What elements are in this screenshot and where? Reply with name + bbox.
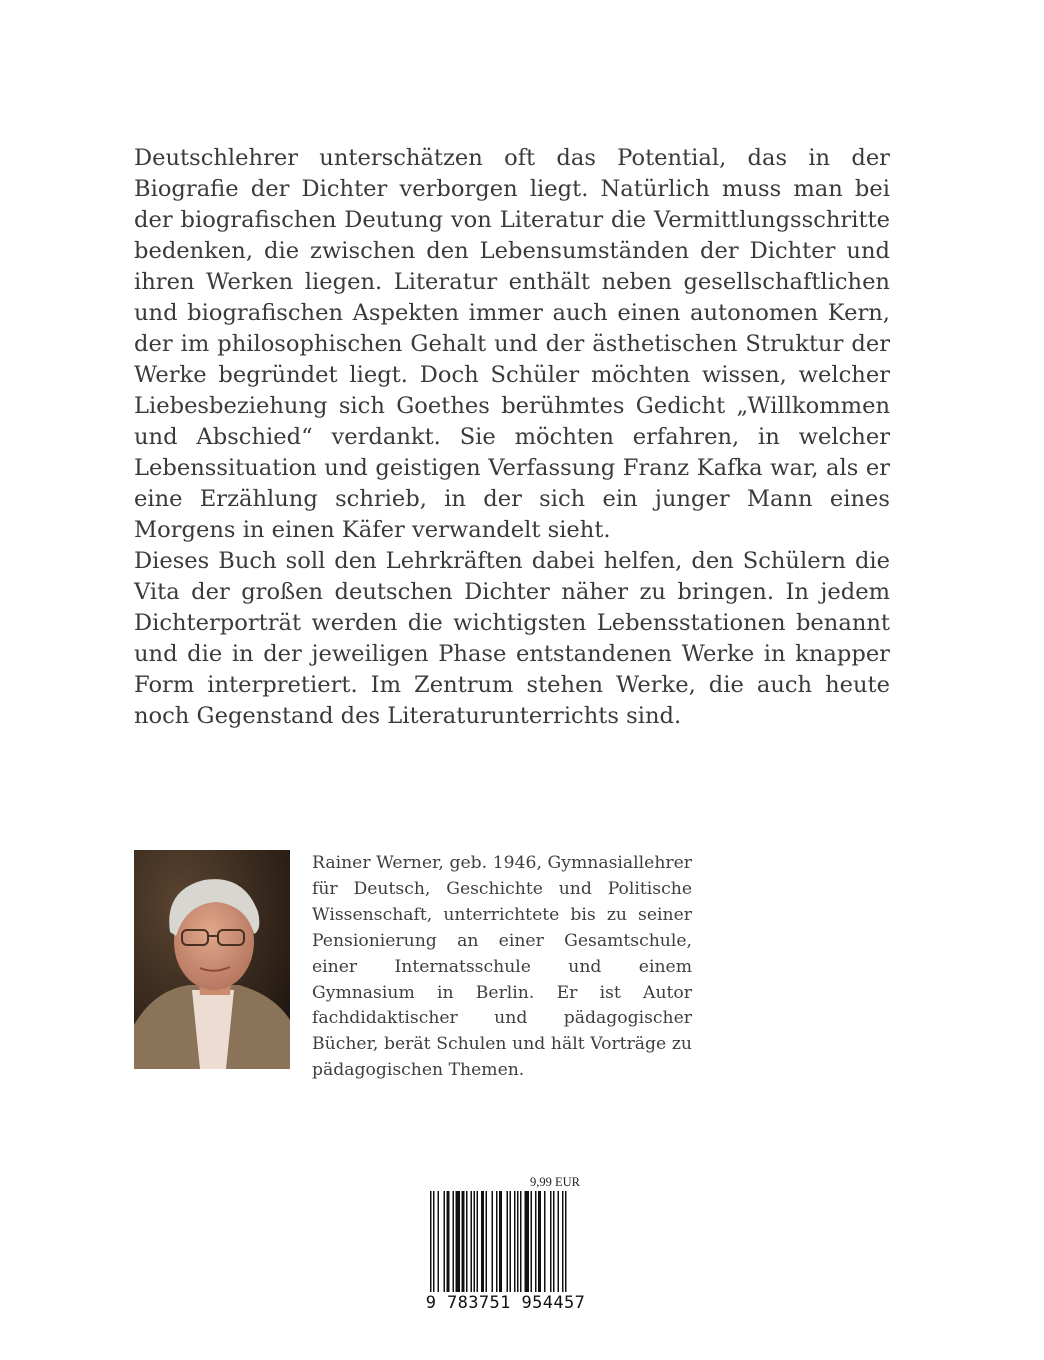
author-bio: Rainer Werner, geb. 1946, Gymnasiallehrer für Deutsch, Geschichte und Politische Wissenschaft, unterrichtete bis zu seiner Pensionierung an einer Gesamtschule, einer Internatsschule und einem Gymnasium in Berlin. Er ist Autor fachdidaktischer und pädagogischer Bücher, berät Schulen und hält Vorträge zu pädagogischen Themen.	[312, 853, 692, 1081]
barcode-bar	[466, 1191, 468, 1292]
barcode-bar	[562, 1191, 564, 1292]
barcode-bar	[496, 1191, 498, 1292]
barcode-bar	[456, 1191, 461, 1292]
barcode-bar	[486, 1191, 488, 1292]
barcode-bar	[514, 1191, 516, 1292]
barcode-bar	[507, 1191, 509, 1292]
barcode-bar	[565, 1191, 567, 1292]
barcode-bar	[538, 1191, 541, 1292]
barcode-bar	[474, 1191, 476, 1292]
barcode-bar	[447, 1191, 450, 1292]
blurb-paragraph-2: Dieses Buch soll den Lehrkräften dabei helfen, den Schülern die Vita der großen deutschen Dichter näher zu bringen. In jedem Dichterporträt werden die wichtigsten Lebensstationen benannt und die in der jeweiligen Phase entstandenen Werke in knapper Form interpretiert. Im Zentrum stehen Werke, die auch heute noch Gegenstand des Literaturunterrichts sind.	[134, 548, 890, 729]
barcode-bar	[517, 1191, 519, 1292]
barcode-bar	[438, 1191, 440, 1292]
barcode-bar	[477, 1191, 479, 1292]
barcode-bar	[531, 1191, 533, 1292]
barcode-bar	[558, 1191, 560, 1292]
barcode-bar	[492, 1191, 494, 1292]
barcode-bar	[510, 1191, 512, 1292]
barcode-bar	[471, 1191, 473, 1292]
price-label: 9,99 EUR	[530, 1175, 580, 1189]
isbn-number: 9 783751 954457	[425, 1293, 586, 1313]
barcode-bar	[550, 1191, 552, 1292]
blurb-paragraph-1: Deutschlehrer unterschätzen oft das Potential, das in der Biografie der Dichter verborgen liegt. Natürlich muss man bei der biografischen Deutung von Literatur die Vermittlungsschritte bedenken, die zwischen den Lebensumständen der Dichter und ihren Werken liegen. Literatur enthält neben gesellschaftlichen und biografischen Aspekten immer auch einen autonomen Kern, der im philosophischen Gehalt und der ästhetischen Struktur der Werke begründet liegt. Doch Schüler möchten wissen, welcher Liebesbeziehung sich Goethes berühmtes Gedicht „Willkommen und Abschied“ verdankt. Sie möchten erfahren, in welcher Lebenssituation und geistigen Verfassung Franz Kafka war, als er eine Erzählung schrieb, in der sich ein junger Mann eines Morgens in einen Käfer verwandelt sieht.	[134, 145, 890, 543]
barcode-bar	[553, 1191, 555, 1292]
barcode-bar	[520, 1191, 522, 1292]
author-photo	[134, 850, 290, 1069]
barcode-bar	[525, 1191, 530, 1292]
isbn-barcode	[428, 1191, 582, 1292]
barcode-bar	[462, 1191, 465, 1292]
barcode-bar	[430, 1191, 432, 1292]
barcode-bar	[481, 1191, 484, 1292]
barcode-bar	[535, 1191, 537, 1292]
barcode-bar	[444, 1191, 446, 1292]
barcode-bar	[544, 1191, 546, 1292]
barcode-bar	[499, 1191, 502, 1292]
barcode-bar	[433, 1191, 435, 1292]
barcode-bar	[453, 1191, 455, 1292]
